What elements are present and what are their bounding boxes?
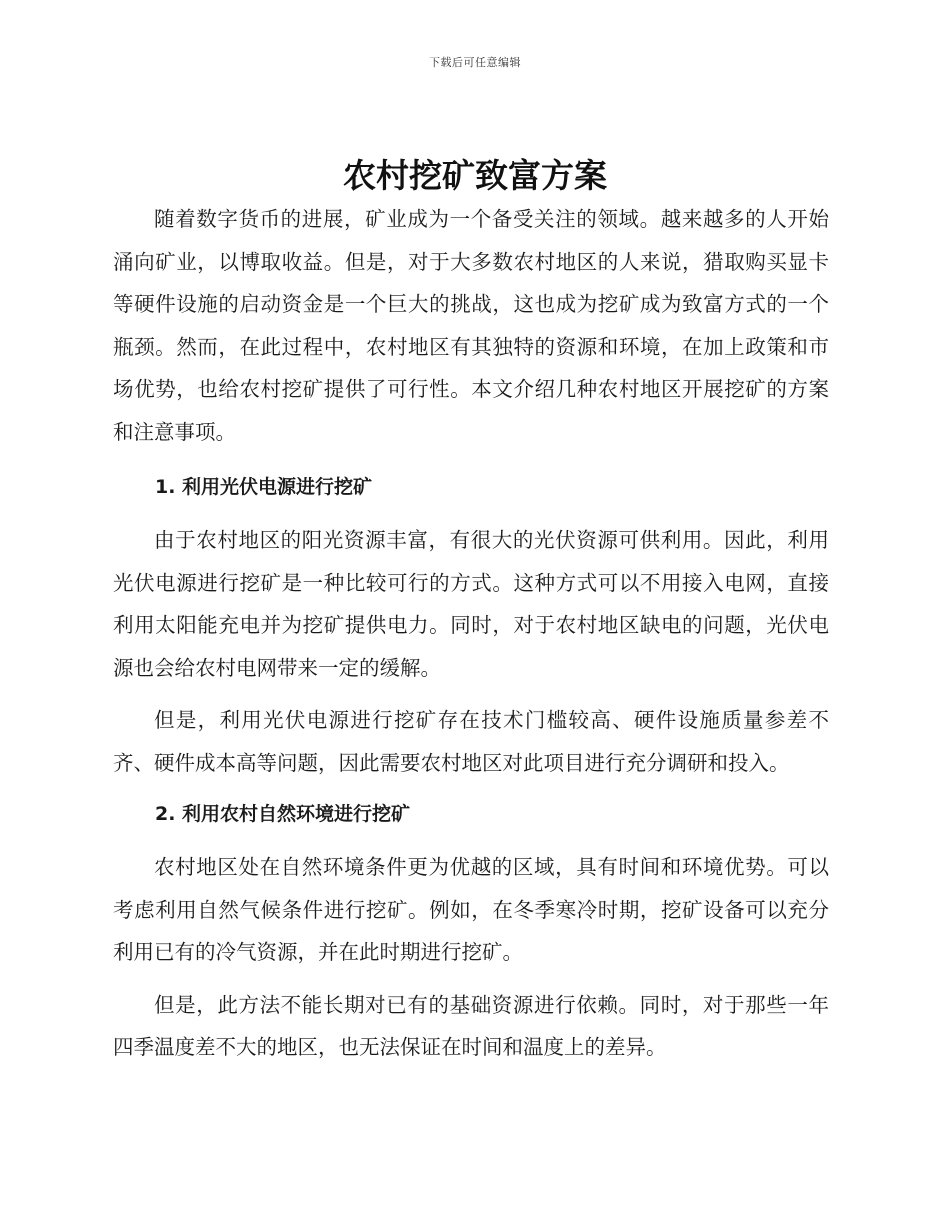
page-header: 下载后可任意编辑 xyxy=(429,56,521,69)
section-heading: 1. 利用光伏电源进行挖矿 xyxy=(155,476,373,498)
section-solar xyxy=(113,467,829,784)
document-body xyxy=(113,198,829,1069)
section-paragraph: 但是，利用光伏电源进行挖矿存在技术门槛较高、硬件设施质量参差不齐、硬件成本高等问题，因此需要农村地区对此项目进行充分调研和投入。 xyxy=(113,708,829,775)
section-paragraph: 农村地区处在自然环境条件更为优越的区域，具有时间和环境优势。可以考虑利用自然气候条件进行挖矿。例如，在冬季寒冷时期，挖矿设备可以充分利用已有的冷气资源，并在此时期进行挖矿。 xyxy=(113,855,829,964)
intro-paragraph: 随着数字货币的进展，矿业成为一个备受关注的领域。越来越多的人开始涌向矿业，以博取收益。但是，对于大多数农村地区的人来说，猎取购买显卡等硬件设施的启动资金是一个巨大的挑战，这也成为挖矿成为致富方式的一个瓶颈。然而，在此过程中，农村地区有其独特的资源和环境，在加上政策和市场优势，也给农村挖矿提供了可行性。本文介绍几种农村地区开展挖矿的方案和注意事项。 xyxy=(113,207,829,444)
section-paragraph: 由于农村地区的阳光资源丰富，有很大的光伏资源可供利用。因此，利用光伏电源进行挖矿是一种比较可行的方式。这种方式可以不用接入电网，直接利用太阳能充电并为挖矿提供电力。同时，对于农村地区缺电的问题，光伏电源也会给农村电网带来一定的缓解。 xyxy=(113,528,829,680)
section-natural-environment xyxy=(113,794,829,1069)
document-title: 农村挖矿致富方案 xyxy=(343,156,607,195)
section-paragraph: 但是，此方法不能长期对已有的基础资源进行依赖。同时，对于那些一年四季温度差不大的地区，也无法保证在时间和温度上的差异。 xyxy=(113,992,829,1059)
section-heading: 2. 利用农村自然环境进行挖矿 xyxy=(155,803,411,825)
